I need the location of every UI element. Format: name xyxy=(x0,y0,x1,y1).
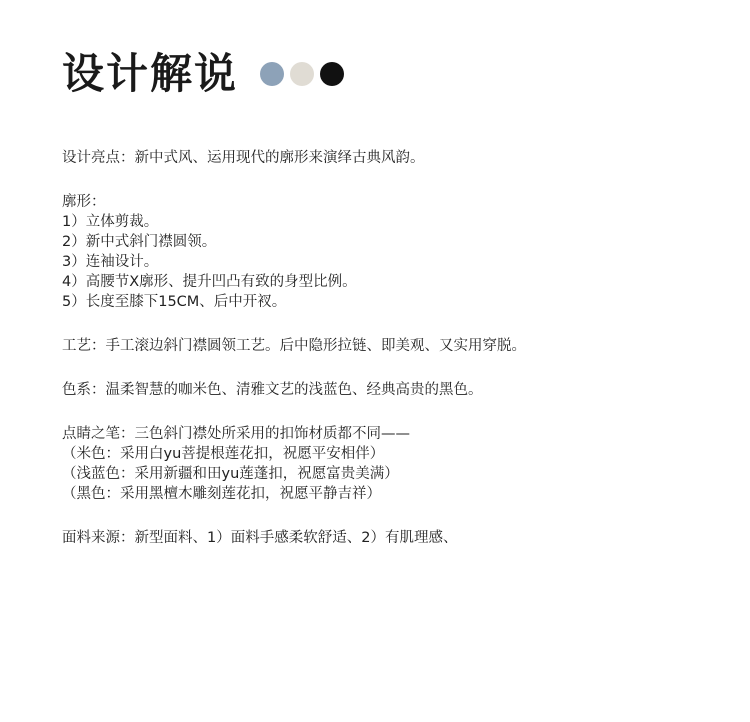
design-highlight: 设计亮点：新中式风、运用现代的廓形来演绎古典风韵。 xyxy=(62,150,425,166)
blue-grey-dot-icon xyxy=(260,62,284,86)
page-title: 设计解说 xyxy=(62,49,239,98)
list-item: 3）连袖设计。 xyxy=(62,254,159,270)
silhouette-section xyxy=(62,192,742,312)
list-item: （米色：采用白yu菩提根莲花扣，祝愿平安相伴） xyxy=(62,446,385,462)
design-description xyxy=(62,148,742,572)
black-dot-icon xyxy=(320,62,344,86)
header xyxy=(62,46,344,102)
list-item: 1）立体剪裁。 xyxy=(62,214,159,230)
finishing-heading: 点睛之笔：三色斜门襟处所采用的扣饰材质都不同—— xyxy=(62,426,410,442)
finishing-section xyxy=(62,424,742,504)
craft-text: 工艺：手工滚边斜门襟圆领工艺。后中隐形拉链、即美观、又实用穿脱。 xyxy=(62,338,526,354)
color-dots xyxy=(260,62,344,86)
color-scheme-text: 色系：温柔智慧的咖米色、清雅文艺的浅蓝色、经典高贵的黑色。 xyxy=(62,382,483,398)
list-item: （浅蓝色：采用新疆和田yu莲蓬扣，祝愿富贵美满） xyxy=(62,466,399,482)
list-item: 2）新中式斜门襟圆领。 xyxy=(62,234,217,250)
fabric-text: 面料来源：新型面料、1）面料手感柔软舒适、2）有肌理感、 xyxy=(62,530,458,546)
list-item: （黑色：采用黑檀木雕刻莲花扣，祝愿平静吉祥） xyxy=(62,486,381,502)
list-item: 5）长度至膝下15CM、后中开衩。 xyxy=(62,294,287,310)
silhouette-heading: 廓形： xyxy=(62,194,106,210)
list-item: 4）高腰节X廓形、提升凹凸有致的身型比例。 xyxy=(62,274,357,290)
beige-dot-icon xyxy=(290,62,314,86)
